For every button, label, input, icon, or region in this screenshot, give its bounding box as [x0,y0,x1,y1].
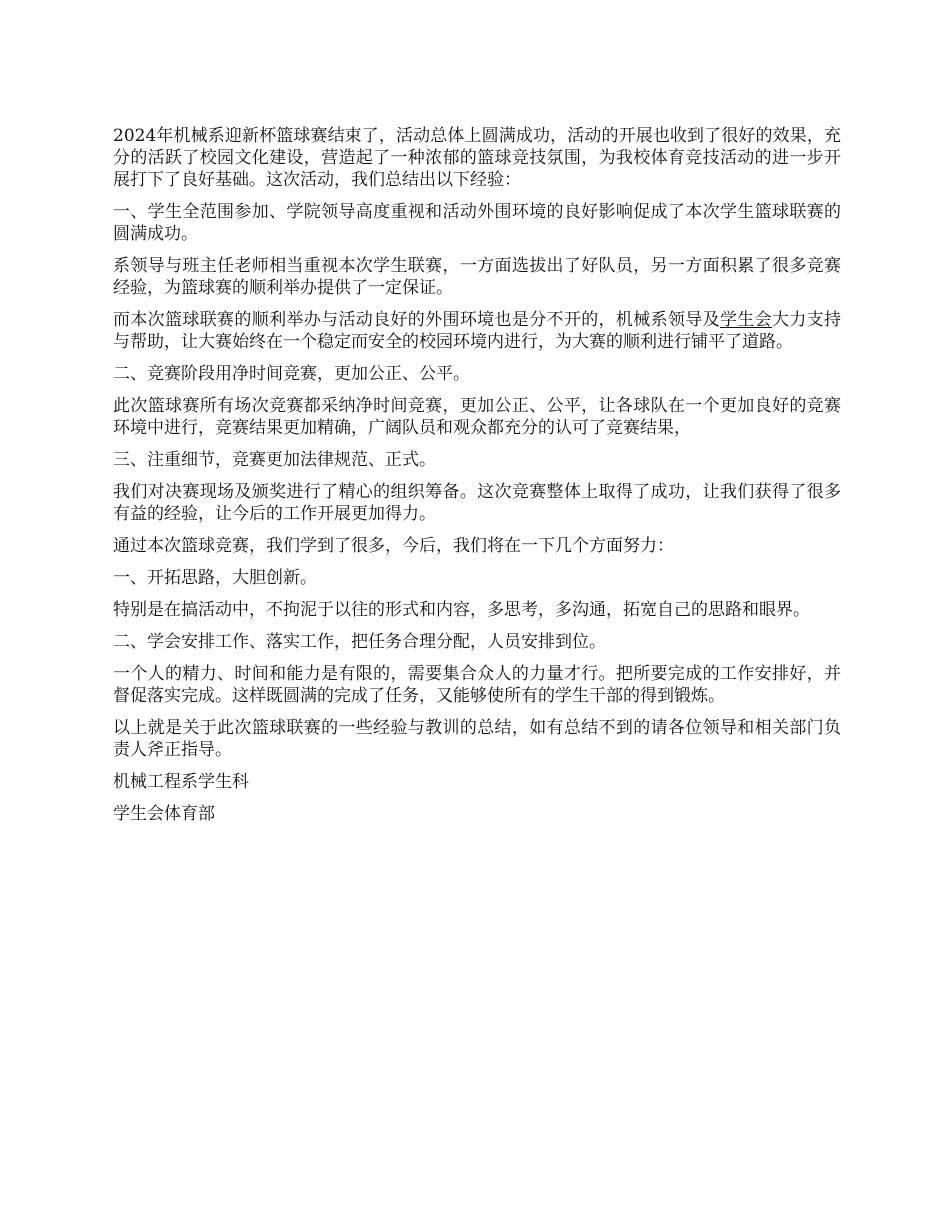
body-paragraph: 此次篮球赛所有场次竞赛都采纳净时间竞赛，更加公正、公平，让各球队在一个更加良好的竞赛环境中进行，竞赛结果更加精确，广阔队员和观众都充分的认可了竞赛结果， [113,396,841,438]
closing-paragraph: 以上就是关于此次篮球联赛的一些经验与教训的总结，如有总结不到的请各位领导和相关部门负责人斧正指导。 [113,718,841,760]
body-paragraph: 系领导与班主任老师相当重视本次学生联赛，一方面选拔出了好队员，另一方面积累了很多竞赛经验，为篮球赛的顺利举办提供了一定保证。 [113,256,841,298]
body-paragraph: 我们对决赛现场及颁奖进行了精心的组织筹备。这次竞赛整体上取得了成功，让我们获得了很多有益的经验，让今后的工作开展更加得力。 [113,482,841,524]
section-heading-3: 三、注重细节，竞赛更加法律规范、正式。 [113,450,436,470]
paragraph-text: 大力支持与帮助，让大赛始终在一个稳定而安全的校园环境内进行，为大赛的顺利进行铺平了道路。 [113,310,842,352]
paragraph-text: 而本次篮球联赛的顺利举办与活动良好的外围环境也是分不开的，机械系领导及 [113,310,720,330]
signature-department: 机械工程系学生科 [113,772,249,792]
body-paragraph: 一个人的精力、时间和能力是有限的，需要集合众人的力量才行。把所要完成的工作安排好，并督促落实完成。这样既圆满的完成了任务，又能够使所有的学生干部的得到锻炼。 [113,664,841,706]
section-heading-2: 二、竞赛阶段用净时间竞赛，更加公正、公平。 [113,364,470,384]
document-body [113,125,841,835]
plan-heading-2: 二、学会安排工作、落实工作，把任务合理分配，人员安排到位。 [113,632,606,652]
student-union-link[interactable]: 学生会 [719,310,772,330]
body-paragraph: 通过本次篮球竞赛，我们学到了很多，今后，我们将在一下几个方面努力： [113,536,674,556]
body-paragraph-with-link [113,309,841,353]
plan-heading-1: 一、开拓思路，大胆创新。 [113,568,317,588]
section-heading-1: 一、学生全范围参加、学院领导高度重视和活动外围环境的良好影响促成了本次学生篮球联赛的圆满成功。 [113,202,841,244]
intro-paragraph: 2024年机械系迎新杯篮球赛结束了，活动总体上圆满成功，活动的开展也收到了很好的效果，充分的活跃了校园文化建设，营造起了一种浓郁的篮球竞技氛围，为我校体育竞技活动的进一步开展打下了良好基础。这次活动，我们总结出以下经验： [113,126,841,190]
signature-organization: 学生会体育部 [113,804,215,824]
body-paragraph: 特别是在搞活动中，不拘泥于以往的形式和内容，多思考，多沟通，拓宽自己的思路和眼界。 [113,600,810,620]
